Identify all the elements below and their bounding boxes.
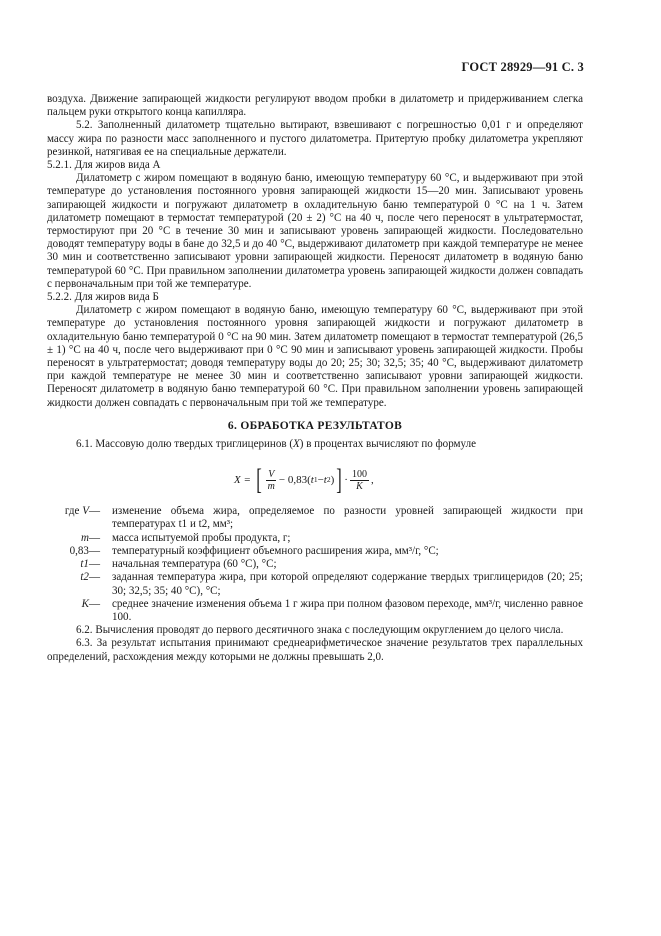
definition-dash: — (88, 505, 100, 518)
formula-lhs: X = (234, 473, 251, 486)
p61-text-a: 6.1. Массовую долю твердых триглицеринов ( (76, 438, 294, 451)
definition-row (47, 532, 583, 545)
left-bracket: [ (255, 463, 262, 497)
right-bracket: ] (336, 463, 343, 497)
definition-row (47, 545, 583, 558)
definition-row (47, 505, 583, 531)
fraction-denominator: m (267, 480, 275, 492)
document-body (47, 93, 583, 664)
definition-prefix: где (64, 505, 83, 518)
definition-symbol: 0,83 (69, 544, 89, 557)
heading-5-2-1: 5.2.1. Для жиров вида А (47, 159, 161, 172)
paragraph-5-2-1: Дилатометр с жиром помещают в водяную баню, имеющую температуру 60 °С, и выдерживают при этой температуре до установления постоянного уровня запирающей жидкости 15—20 мин. Записывают уровень запирающей жидкости и погружают дилатометр в охладительную баню температурой 0 °С на 1 ч. Затем дилатометр помещают в термостат температурой (20 ± 2) °С на 40 ч, после чего переносят в ультратермостат, термостируют при 20 °С в течение 30 мин и записывают уровень запирающей жидкости. Последовательно доводят температуру воды в бане до 32,5 и до 40 °С, выдерживают дилатометр при каждой температуре не менее 30 мин и соответственно записывают уровни запирающей жидкости. Переносят дилатометр в водяную баню температурой 60 °С. При правильном заполнении дилатометра уровень запирающей жидкости должен совпадать с первоначальным при той же температуре. (47, 172, 583, 290)
formula-comma: , (370, 473, 374, 486)
section-title-6: 6. ОБРАБОТКА РЕЗУЛЬТАТОВ (227, 419, 403, 432)
definition-row (47, 598, 583, 624)
definition-symbol: K (81, 597, 89, 610)
fraction-100-over-k (350, 469, 369, 492)
paragraph-continuation: воздуха. Движение запирающей жидкости регулируют вводом пробки в дилатометр и придерживанием слегка пальцем руки открытого конца капилляра. (47, 93, 583, 119)
definition-symbol: t2 (80, 571, 89, 584)
page-header: ГОСТ 28929—91 С. 3 (461, 60, 584, 74)
formula-minus: − (317, 473, 324, 486)
definition-dash: — (88, 597, 100, 610)
definition-symbol: t1 (80, 558, 89, 571)
paragraph-6-3: 6.3. За результат испытания принимают среднеарифметическое значение результатов трех параллельных определений, расхождения между которыми не должны превышать 2,0. (47, 637, 583, 663)
definition-dash: — (88, 544, 100, 557)
definition-dash: — (88, 571, 100, 584)
fraction-v-over-m (266, 469, 277, 492)
definition-dash: — (88, 558, 100, 571)
definition-text: масса испытуемой пробы продукта, г; (112, 531, 291, 544)
definition-row (47, 571, 583, 597)
paragraph-6-2: 6.2. Вычисления проводят до первого десятичного знака с последующим округлением до целого числа. (76, 624, 564, 637)
formula: X = [ $\frac{V}{m}$ − 0,83( t 1 − t 2 ) ] · $\frac{100}{K}$ , (234, 463, 374, 497)
formula-close-paren: ) (330, 473, 335, 486)
definition-symbol: m (80, 531, 89, 544)
definition-row (47, 558, 583, 571)
definition-dash: — (88, 531, 100, 544)
fraction-numerator-100: 100 (351, 468, 367, 480)
formula-dot: · (344, 473, 348, 486)
paragraph-5-2-2: Дилатометр с жиром помещают в водяную баню, имеющую температуру 60 °С, выдерживают при этой температуре до установления постоянного уровня запирающей жидкости и погружают дилатометр в охладительную баню температурой 0 °С на 90 мин. Затем дилатометр помещают в термостат температурой (26,5 ± 1) °С на 40 ч, после чего выдерживают при 0 °С 90 мин и записывают уровень запирающей жидкости. Пробы переносят в ультратермостат; доводя температуру воды до 20; 25; 30; 32,5; 35; 40 °С, выдерживают дилатометр при каждой температуре не менее 30 мин и соответственно записывают уровни запирающей жидкости. Переносят дилатометр в водяную баню температурой 60 °С. При правильном заполнении уровень запирающей жидкости должен совпадать с первоначальным при той же температуре. (47, 304, 583, 409)
definition-text: начальная температура (60 °С), °С; (112, 558, 277, 571)
definition-text: заданная температура жира, при которой определяют содержание твердых триглицеридов (20; 25; 30; 32,5; 35; 40 °С), °С; (112, 571, 583, 597)
paragraph-6-1 (47, 438, 583, 451)
p61-text-b: ) в процентах вычисляют по формуле (299, 438, 476, 451)
definition-text: изменение объема жира, определяемое по разности уровней запирающей жидкости при температурах t1 и t2, мм³; (112, 505, 583, 531)
formula-minus-term: − 0,83( (278, 473, 311, 486)
paragraph-5-2: 5.2. Заполненный дилатометр тщательно вытирают, взвешивают с погрешностью 0,01 г и определяют массу жира по разности масс заполненного и пустого дилатометра. Притертую пробку дилатометра укрепляют резинкой, натягивая ее на специальные держатели. (47, 119, 583, 158)
heading-5-2-2: 5.2.2. Для жиров вида Б (47, 291, 159, 304)
p61-variable: X (293, 438, 300, 451)
definition-text: среднее значение изменения объема 1 г жира при полном фазовом переходе, мм³/г, численно равное 100. (112, 597, 583, 623)
fraction-numerator: V (268, 468, 275, 480)
definition-symbol: V (82, 505, 89, 518)
formula-t1: t (310, 473, 314, 486)
formula-t2: t (323, 473, 327, 486)
definitions-list (47, 505, 583, 624)
definition-text: температурный коэффициент объемного расширения жира, мм³/г, °С; (112, 544, 439, 557)
fraction-denominator-k: K (356, 480, 363, 492)
